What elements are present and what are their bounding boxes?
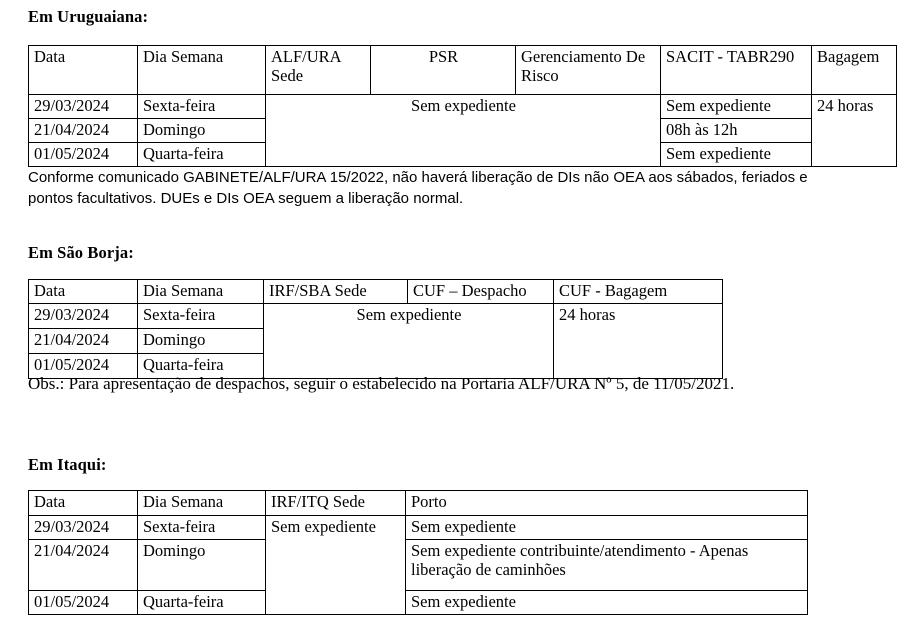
note-sao-borja-wrapper: [28, 374, 818, 395]
table-row: [29, 516, 808, 540]
cell-cuf-bagagem-merged: 24 horas: [554, 304, 723, 379]
table-header-row: [29, 491, 808, 516]
column-header-dia-semana: Dia Semana: [138, 280, 264, 304]
column-header-irf-sba-sede: IRF/SBA Sede: [264, 280, 408, 304]
cell-dia-semana: Domingo: [138, 329, 264, 354]
table-sao-borja: [28, 279, 723, 379]
column-header-dia-semana: Dia Semana: [138, 46, 266, 95]
cell-data: 29/03/2024: [29, 516, 138, 540]
cell-sacit-tabr290: 08h às 12h: [661, 119, 812, 143]
cell-dia-semana: Domingo: [138, 540, 266, 591]
column-header-cuf-bagagem: CUF - Bagagem: [554, 280, 723, 304]
column-header-bagagem: Bagagem: [812, 46, 897, 95]
cell-irf-itq-sede-merged: Sem expediente: [266, 516, 406, 615]
heading-sao-borja-wrapper: [28, 244, 134, 262]
cell-data: 01/05/2024: [29, 591, 138, 615]
cell-data: 21/04/2024: [29, 329, 138, 354]
cell-sacit-tabr290: Sem expediente: [661, 95, 812, 119]
cell-dia-semana: Sexta-feira: [138, 516, 266, 540]
heading-itaqui-wrapper: [28, 456, 106, 474]
cell-irf-cuf-despacho-merged: Sem expediente: [264, 304, 554, 379]
table-row: [29, 540, 808, 591]
cell-dia-semana: Sexta-feira: [138, 95, 266, 119]
cell-data: 21/04/2024: [29, 540, 138, 591]
table-header-row: [29, 280, 723, 304]
cell-bagagem-merged: 24 horas: [812, 95, 897, 167]
table-itaqui-wrapper: [28, 490, 808, 615]
cell-porto: Sem expediente contribuinte/atendimento - Apenas liberação de caminhões: [406, 540, 808, 591]
cell-sacit-tabr290: Sem expediente: [661, 143, 812, 167]
note-uruguaiana-wrapper: [28, 168, 838, 209]
cell-dia-semana: Quarta-feira: [138, 354, 264, 379]
table-row: [29, 304, 723, 329]
table-uruguaiana-wrapper: [28, 45, 897, 167]
table-row: [29, 591, 808, 615]
column-header-porto: Porto: [406, 491, 808, 516]
table-row: [29, 95, 897, 119]
column-header-gerenciamento-de-risco: Gerenciamento De Risco: [516, 46, 661, 95]
table-itaqui: [28, 490, 808, 615]
heading-uruguaiana-wrapper: [28, 8, 148, 26]
column-header-cuf-despacho: CUF – Despacho: [408, 280, 554, 304]
column-header-sacit-tabr290: SACIT - TABR290: [661, 46, 812, 95]
cell-data: 01/05/2024: [29, 354, 138, 379]
cell-dia-semana: Quarta-feira: [138, 143, 266, 167]
section-heading-itaqui: Em Itaqui:: [28, 455, 107, 474]
cell-data: 29/03/2024: [29, 304, 138, 329]
cell-data: 21/04/2024: [29, 119, 138, 143]
column-header-dia-semana: Dia Semana: [138, 491, 266, 516]
cell-dia-semana: Domingo: [138, 119, 266, 143]
table-sao-borja-wrapper: [28, 279, 723, 379]
column-header-psr: PSR: [371, 46, 516, 95]
section-heading-uruguaiana: Em Uruguaiana:: [28, 7, 149, 26]
cell-dia-semana: Quarta-feira: [138, 591, 266, 615]
column-header-data: Data: [29, 491, 138, 516]
cell-porto: Sem expediente: [406, 591, 808, 615]
column-header-irf-itq-sede: IRF/ITQ Sede: [266, 491, 406, 516]
note-sao-borja: Obs.: Para apresentação de despachos, seguir o estabelecido na Portaria ALF/URA Nº 5, de 11/05/2021.: [28, 374, 735, 393]
section-heading-sao-borja: Em São Borja:: [28, 243, 134, 262]
cell-data: 01/05/2024: [29, 143, 138, 167]
cell-data: 29/03/2024: [29, 95, 138, 119]
table-uruguaiana: [28, 45, 897, 167]
cell-dia-semana: Sexta-feira: [138, 304, 264, 329]
column-header-data: Data: [29, 280, 138, 304]
table-header-row: [29, 46, 897, 95]
cell-porto: Sem expediente: [406, 516, 808, 540]
column-header-data: Data: [29, 46, 138, 95]
cell-alf-psr-risco-merged: Sem expediente: [266, 95, 661, 167]
note-uruguaiana: Conforme comunicado GABINETE/ALF/URA 15/2022, não haverá liberação de DIs não OEA aos sábados, feriados e pontos facultativos. DUEs e DIs OEA seguem a liberação normal.: [28, 169, 808, 207]
column-header-alf-ura-sede: ALF/URA Sede: [266, 46, 371, 95]
